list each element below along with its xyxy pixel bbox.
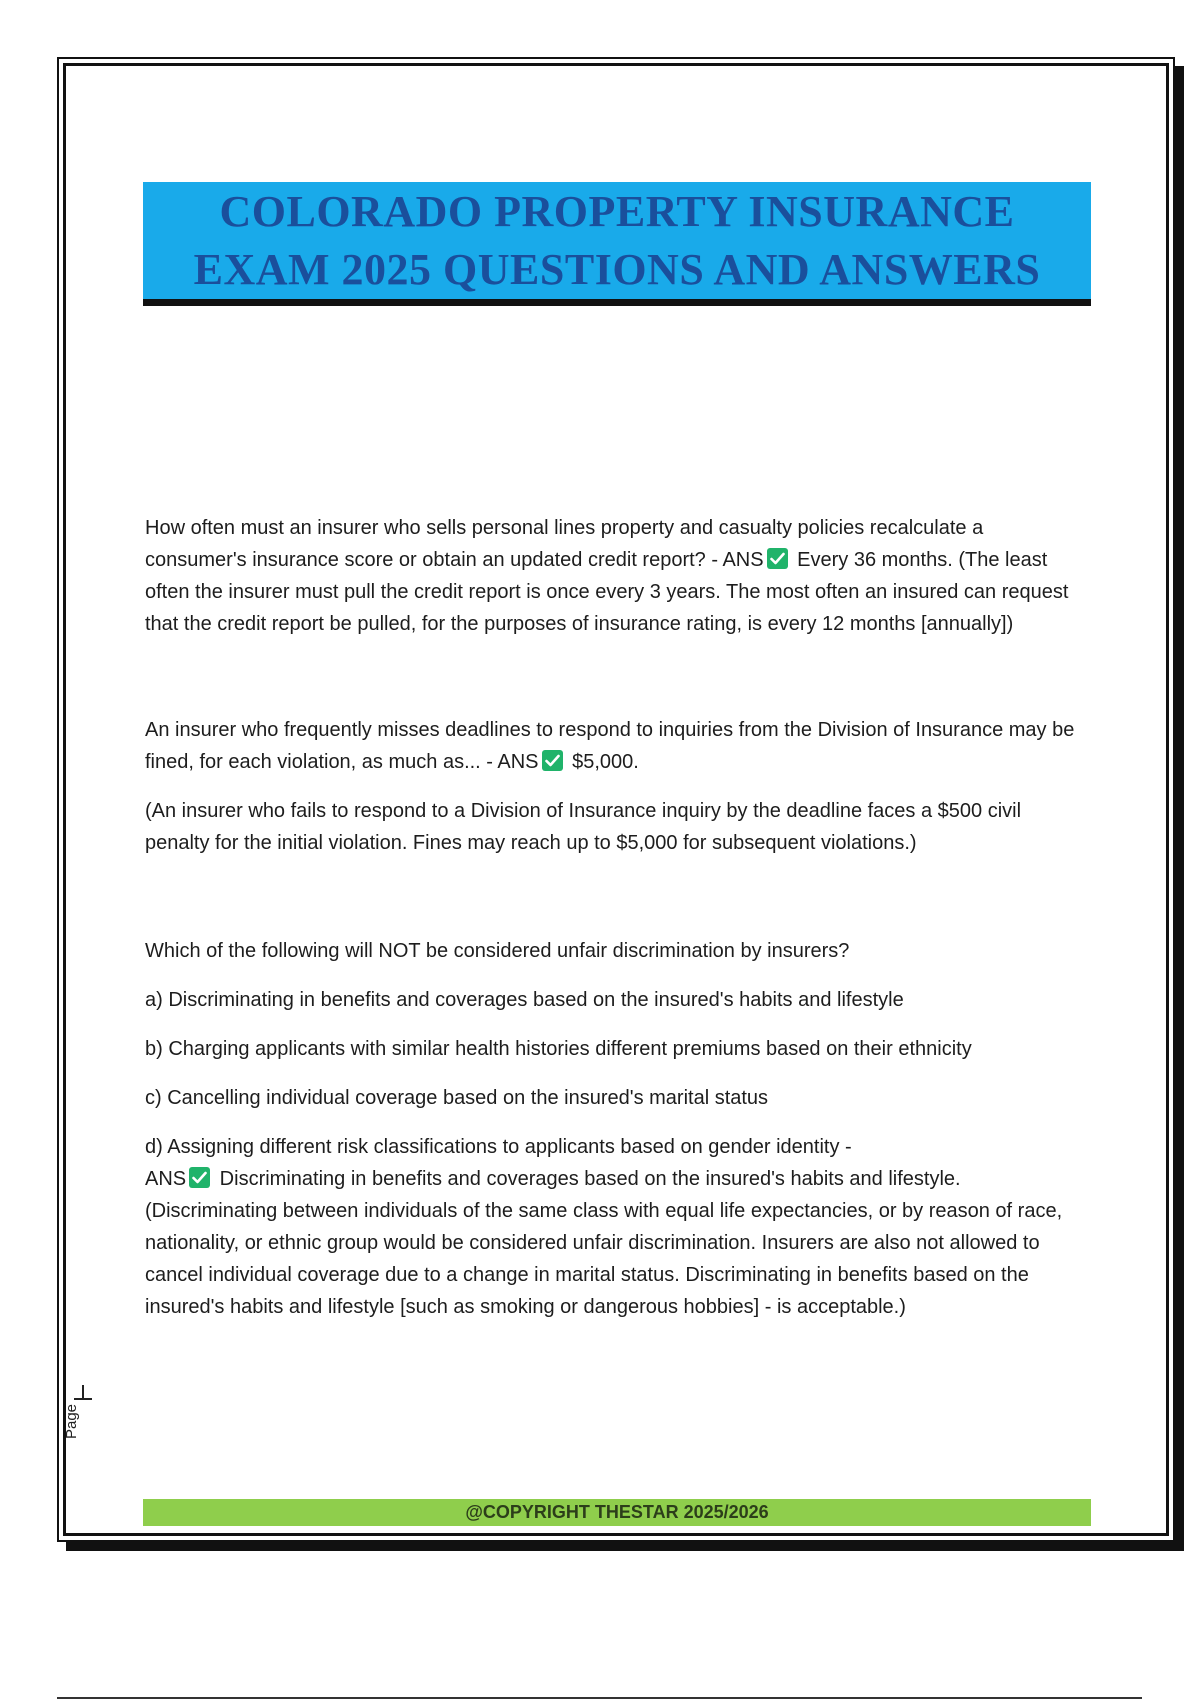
question-1-answer: Every 36 months. (The least often the insurer must pull the credit report is once every 3 years. The most often an insured can request that the credit report be pulled, for the purposes of insurance rating, is every 12 months [annually]) — [145, 549, 1069, 635]
option-b: b) Charging applicants with similar health histories different premiums based on their ethnicity — [145, 1038, 972, 1060]
question-3-answer-text — [145, 1163, 1090, 1323]
page-tick-mark — [82, 1385, 84, 1399]
question-block-2 — [145, 714, 1090, 859]
question-2-text — [145, 714, 1090, 778]
document-body — [145, 512, 1090, 1323]
check-mark-icon — [542, 750, 563, 771]
question-1-text — [145, 512, 1090, 640]
question-3-ans-prefix: ANS — [145, 1168, 187, 1190]
check-mark-icon — [189, 1167, 210, 1188]
question-3-answer: Discriminating in benefits and coverages based on the insured's habits and lifestyle. (Discriminating between individuals of the same class with equal life expectancies, or by reason of race, nationality, or ethnic group would be considered unfair discrimination. Insurers are also not allowed to cancel individual coverage due to a change in marital status. Discriminating in benefits based on the insured's habits and lifestyle [such as smoking or dangerous hobbies] - is acceptable.) — [145, 1168, 1063, 1318]
question-2-explanation: (An insurer who fails to respond to a Division of Insurance inquiry by the deadline faces a $500 civil penalty for the initial violation. Fines may reach up to $5,000 for subsequent violations.) — [145, 800, 1022, 854]
question-block-3 — [145, 935, 1090, 1323]
option-c: c) Cancelling individual coverage based on the insured's marital status — [145, 1087, 769, 1109]
copyright-footer: @COPYRIGHT THESTAR 2025/2026 — [143, 1499, 1091, 1526]
page-tick-bar — [74, 1398, 92, 1400]
question-1-prompt: How often must an insurer who sells personal lines property and casualty policies recalculate a consumer's insurance score or obtain an updated credit report? - ANS — [145, 517, 984, 571]
question-3-prompt: Which of the following will NOT be considered unfair discrimination by insurers? — [145, 940, 850, 962]
question-block-1 — [145, 512, 1090, 640]
title-banner — [143, 182, 1091, 306]
option-d: d) Assigning different risk classifications to applicants based on gender identity - — [145, 1136, 852, 1158]
question-2-prompt: An insurer who frequently misses deadlines to respond to inquiries from the Division of Insurance may be fined, for each violation, as much as... - ANS — [145, 719, 1075, 773]
check-mark-icon — [767, 548, 788, 569]
page-number-label — [63, 1385, 98, 1445]
title-line-2: EXAM 2025 QUESTIONS AND ANSWERS — [193, 244, 1041, 294]
title-line-1: COLORADO PROPERTY INSURANCE — [219, 186, 1015, 236]
bottom-divider — [57, 1697, 1142, 1699]
page-label-text: Page — [63, 1403, 81, 1440]
question-2-answer: $5,000. — [566, 751, 639, 773]
option-a: a) Discriminating in benefits and coverages based on the insured's habits and lifestyle — [145, 989, 904, 1011]
